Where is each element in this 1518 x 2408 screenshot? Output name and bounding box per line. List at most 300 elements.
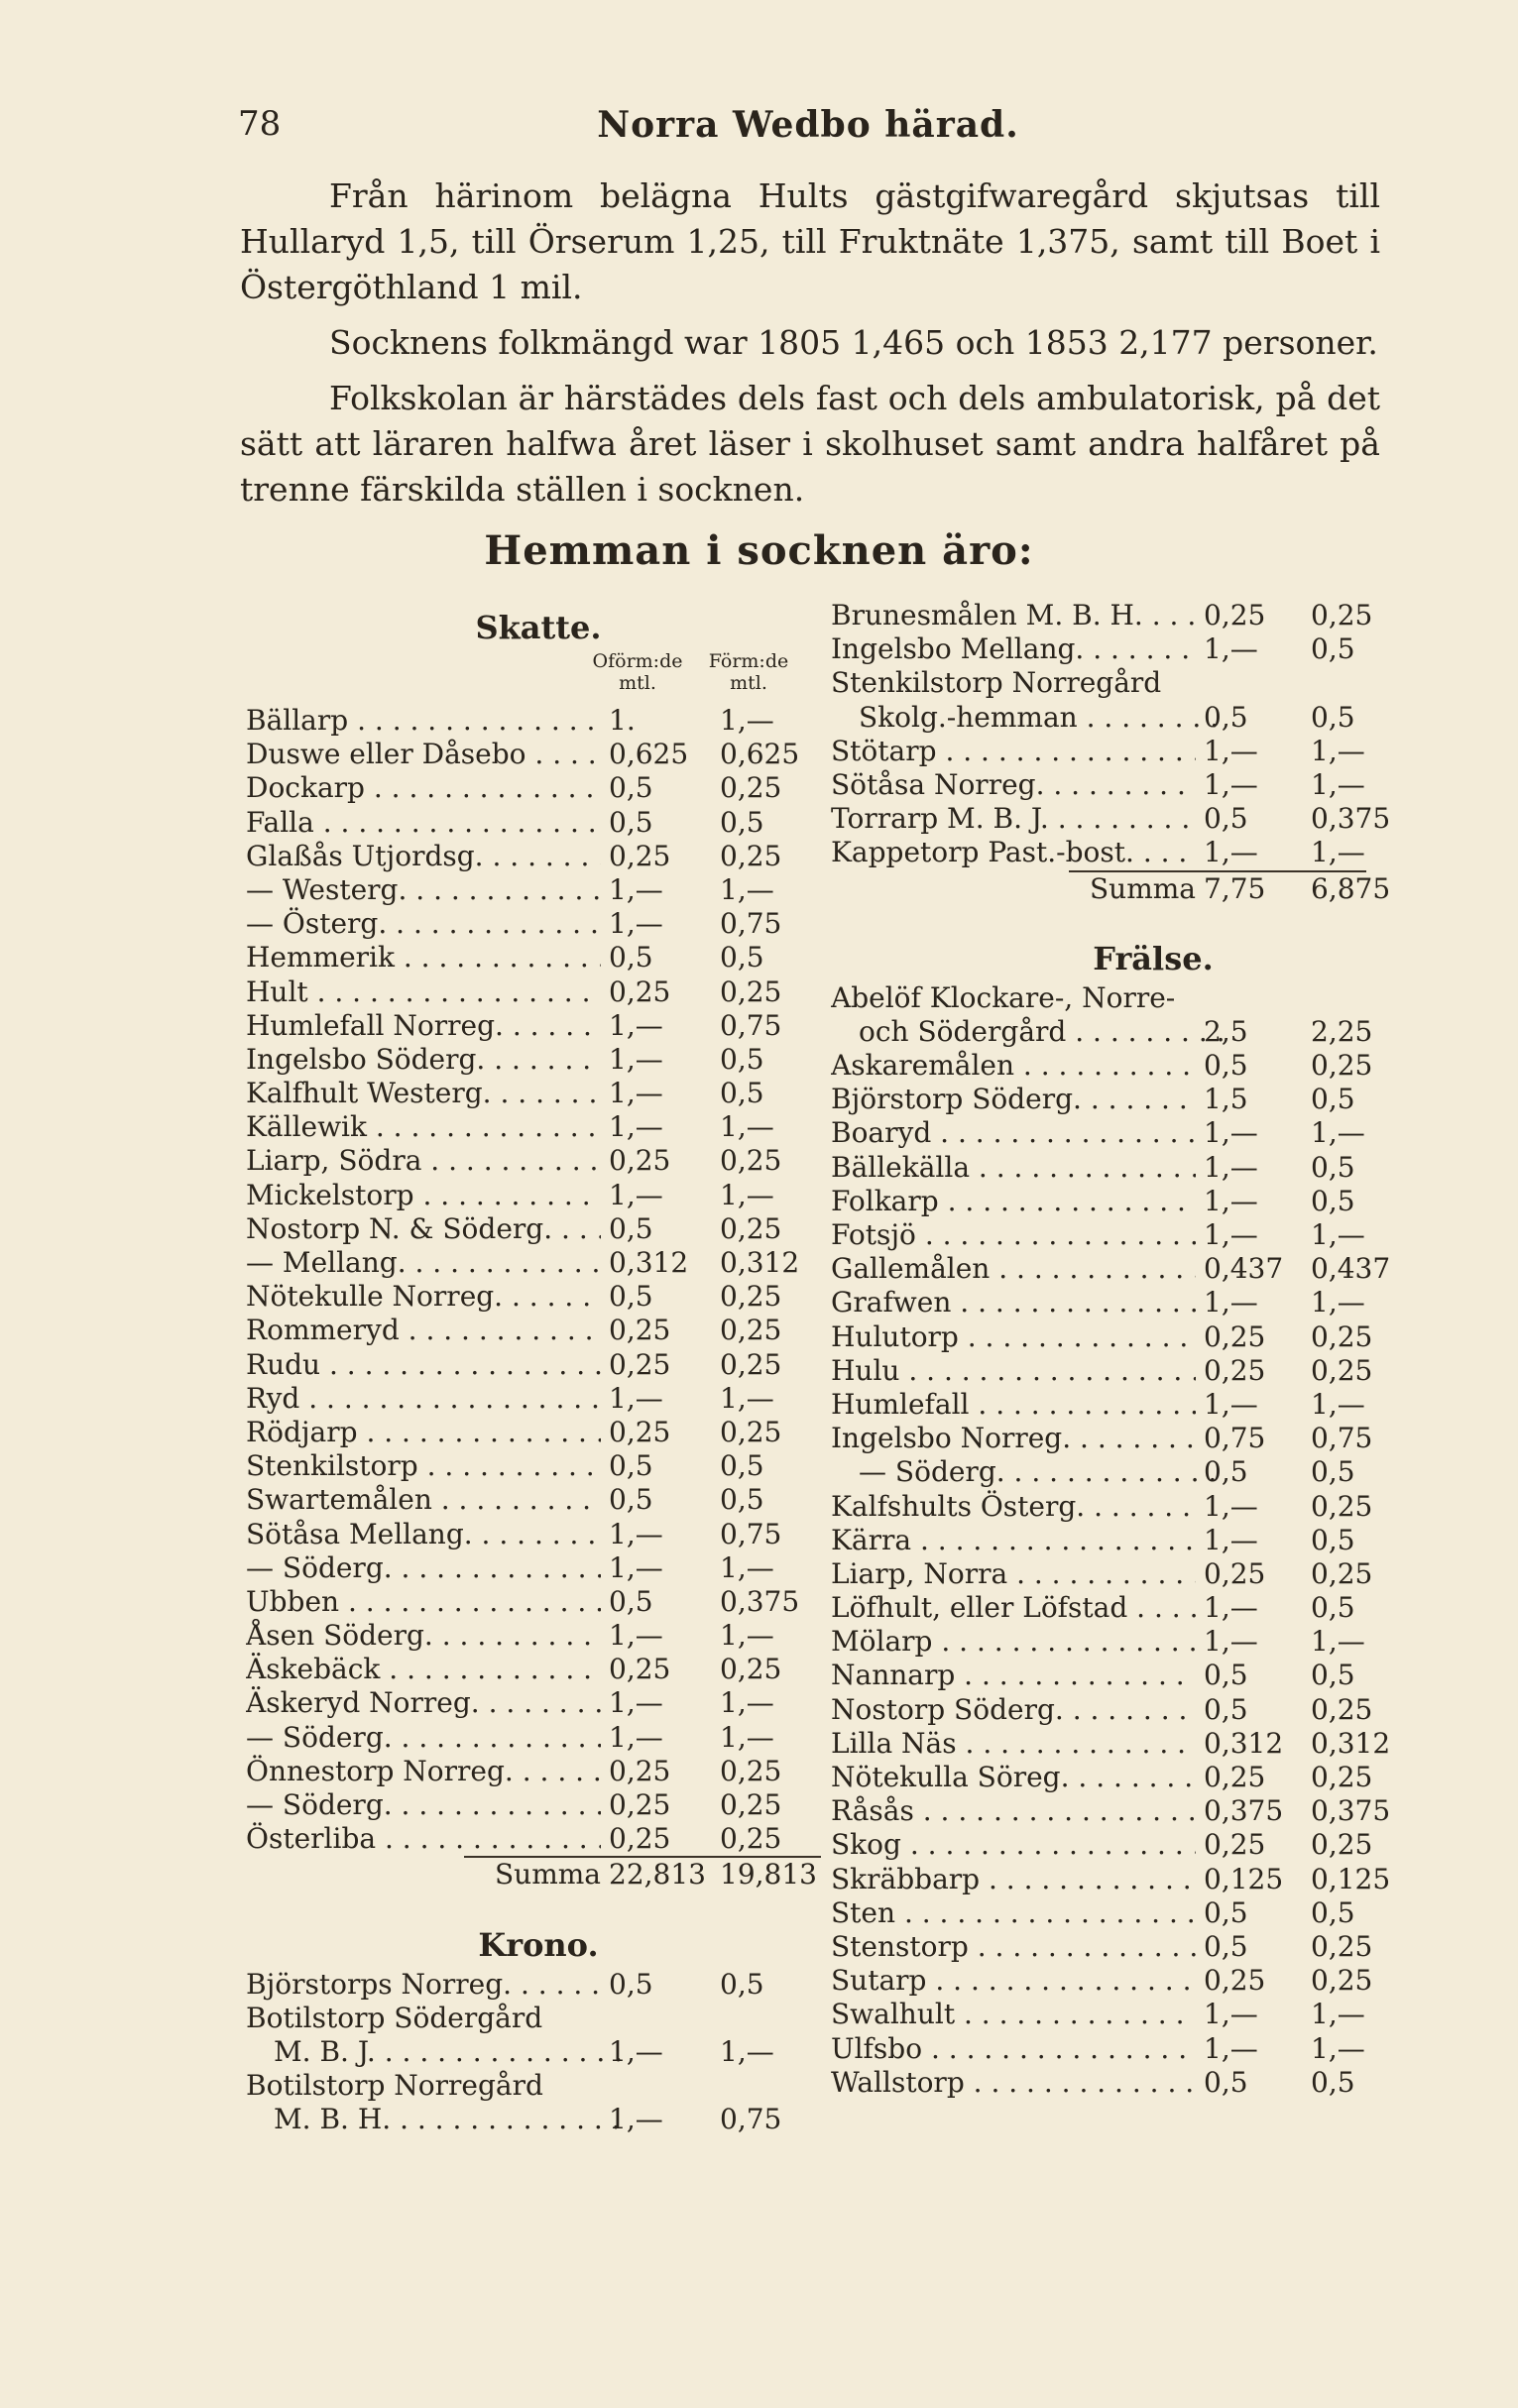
value-formde: 1,—: [720, 704, 774, 737]
table-row: [831, 1490, 1475, 1524]
value-formde: 0,125: [1311, 1862, 1391, 1895]
holding-name: Sötåsa Norreg. . . .: [831, 768, 1196, 802]
holding-name: Kalfshults Österg. . . .: [831, 1490, 1196, 1524]
holding-name: — Söderg. . . .: [246, 1788, 601, 1822]
value-formde: 1,—: [1311, 1218, 1365, 1251]
value-formde: 0,5: [720, 805, 764, 839]
value-formde: 0,625: [720, 738, 800, 771]
value-formde: 0,5: [720, 941, 764, 975]
table-row: [831, 1828, 1475, 1862]
left-column: [246, 605, 831, 2137]
table-row: [246, 1043, 831, 1077]
value-oformde: 0,25: [609, 1754, 671, 1787]
intro-paragraph: Folkskolan är härstädes dels fast och dels ambulatorisk, på det sätt att läraren halfwa året läser i skolhuset samt andra halfåret på trenne färskilda ställen i socknen.: [240, 379, 1380, 509]
holding-name: Björstorps Norreg. . . .: [246, 1968, 601, 2002]
value-oformde: 0,25: [609, 975, 671, 1008]
holding-name: Skog . . .: [831, 1828, 1196, 1862]
table-row: [246, 941, 831, 975]
value-formde: 0,25: [720, 1754, 782, 1787]
table-row: [246, 1382, 831, 1416]
value-oformde: 1,—: [609, 1178, 663, 1211]
value-formde: 0,25: [1311, 599, 1373, 631]
holding-name: Swartemålen . . .: [246, 1483, 601, 1517]
table-row: [246, 1585, 831, 1619]
table-row: [246, 873, 831, 907]
value-oformde: 0,25: [609, 1822, 671, 1856]
table-row: [831, 735, 1475, 768]
value-oformde: 0,5: [1204, 1049, 1248, 1083]
value-oformde: 0,5: [609, 771, 653, 805]
holding-name: Stenstorp . . .: [831, 1930, 1196, 1964]
value-oformde: 0,25: [609, 1144, 671, 1178]
value-formde: 1,—: [720, 1619, 774, 1653]
table-row: [246, 1968, 831, 2002]
skatte-table: [246, 704, 831, 1856]
holding-name: Stenkilstorp Norregård: [831, 666, 1162, 700]
holding-name: Glaßås Utjordsg. . . .: [246, 840, 601, 873]
value-oformde: 0,5: [609, 1967, 653, 2001]
value-oformde: 0,5: [1204, 1659, 1248, 1692]
value-oformde: 2,5: [1204, 1014, 1248, 1048]
summa-formde: 19,813: [720, 1858, 817, 1892]
value-oformde: 1,—: [609, 1686, 663, 1720]
value-oformde: 1,—: [609, 872, 663, 906]
value-oformde: 0,5: [1204, 1692, 1248, 1726]
value-oformde: 1,—: [609, 2103, 663, 2136]
holding-name: Nötekulle Norreg. . . .: [246, 1280, 601, 1314]
table-row: [246, 1788, 831, 1822]
holding-name: Kalfhult Westerg. . . .: [246, 1077, 601, 1110]
table-row: [831, 1388, 1475, 1422]
table-row: [831, 1049, 1475, 1083]
value-formde: 1,—: [1311, 1998, 1365, 2031]
column-headers: [246, 650, 831, 704]
value-formde: 0,75: [720, 1517, 782, 1550]
table-row: [246, 907, 831, 941]
value-formde: 1,—: [720, 1686, 774, 1720]
table-row: [831, 1151, 1475, 1185]
value-formde: 0,25: [1311, 1353, 1373, 1387]
value-formde: 0,5: [720, 1042, 764, 1076]
holding-name: Ingelsbo Mellang. . . .: [831, 632, 1196, 666]
holding-name: Torrarp M. B. J. . . .: [831, 802, 1196, 836]
value-formde: 1,—: [1311, 2031, 1365, 2065]
table-row: [831, 1286, 1475, 1319]
value-oformde: 0,25: [1204, 599, 1266, 631]
holding-name: Lilla Näs . . .: [831, 1727, 1196, 1761]
holding-name: Äskebäck . . .: [246, 1653, 601, 1686]
value-oformde: 1,—: [609, 1008, 663, 1042]
value-oformde: 1.: [609, 704, 636, 737]
table-row: [831, 802, 1475, 836]
table-row: [246, 1755, 831, 1788]
value-formde: 0,25: [720, 1653, 782, 1686]
value-oformde: 1,—: [1204, 1591, 1258, 1625]
table-row: [831, 1083, 1475, 1116]
value-formde: 2,25: [1311, 1014, 1373, 1048]
holding-name: Grafwen . . .: [831, 1286, 1196, 1319]
value-formde: 0,25: [720, 1280, 782, 1314]
page-header: [238, 104, 1378, 164]
holding-name: Önnestorp Norreg. . . .: [246, 1755, 601, 1788]
holding-name: Ubben . . .: [246, 1585, 601, 1619]
value-formde: 0,75: [1311, 1422, 1373, 1455]
value-oformde: 0,25: [609, 1314, 671, 1347]
value-formde: 1,—: [720, 1720, 774, 1754]
holding-name: Ryd . . .: [246, 1382, 601, 1416]
table-row: [246, 2035, 831, 2069]
value-formde: 0,5: [1311, 700, 1355, 734]
holding-name: Gallemålen . . .: [831, 1252, 1196, 1286]
table-row: [246, 1280, 831, 1314]
table-row: [831, 1455, 1475, 1489]
value-formde: 0,25: [720, 1144, 782, 1178]
holding-name: Nostorp Söderg. . . .: [831, 1693, 1196, 1727]
holding-name: Bällarp . . .: [246, 704, 601, 738]
value-formde: 0,25: [1311, 1692, 1373, 1726]
table-row: [246, 738, 831, 771]
holding-name: och Södergård . . .: [831, 1015, 1224, 1049]
value-oformde: 0,125: [1204, 1862, 1284, 1895]
table-row: [831, 1659, 1475, 1692]
table-row: [246, 1653, 831, 1686]
table-row: [246, 1144, 831, 1178]
value-formde: 0,312: [720, 1246, 800, 1279]
continued-table: [831, 599, 1475, 870]
value-oformde: 1,—: [1204, 1218, 1258, 1251]
holding-name: Hult . . .: [246, 975, 601, 1009]
table-row: [246, 1110, 831, 1144]
value-formde: 0,25: [1311, 1761, 1373, 1793]
table-row: [246, 975, 831, 1009]
value-formde: 1,—: [1311, 767, 1365, 801]
table-row: [831, 1591, 1475, 1625]
value-oformde: 1,—: [609, 1110, 663, 1144]
value-oformde: 0,25: [609, 1347, 671, 1381]
value-formde: 0,25: [1311, 1929, 1373, 1963]
holding-name: Nostorp N. & Söderg. . . .: [246, 1212, 601, 1246]
value-oformde: 1,—: [1204, 1523, 1258, 1556]
holding-name: — Mellang. . . .: [246, 1246, 601, 1280]
holding-name: Liarp, Södra . . .: [246, 1144, 601, 1178]
table-row: [831, 1625, 1475, 1659]
value-formde: 0,5: [1311, 1895, 1355, 1929]
value-oformde: 1,—: [609, 1550, 663, 1584]
value-formde: 0,25: [720, 1788, 782, 1821]
value-oformde: 0,5: [609, 1584, 653, 1618]
holding-name: Hemmerik . . .: [246, 941, 601, 975]
table-row: [246, 1179, 831, 1212]
holding-name: Stenkilstorp . . .: [246, 1449, 601, 1483]
value-formde: 1,—: [1311, 836, 1365, 869]
value-oformde: 0,25: [609, 1653, 671, 1686]
table-row: [831, 2066, 1475, 2100]
holding-name: Rudu . . .: [246, 1348, 601, 1382]
value-oformde: 0,25: [1204, 1556, 1266, 1590]
value-oformde: 1,—: [609, 1381, 663, 1415]
value-formde: 1,—: [720, 872, 774, 906]
holding-name: Humlefall Norreg. . . .: [246, 1009, 601, 1043]
table-row: [246, 2103, 831, 2136]
column-header-oformde: Oförm:de mtl.: [592, 650, 683, 694]
column-header-formde: Förm:de mtl.: [708, 650, 789, 694]
value-formde: 0,5: [1311, 1083, 1355, 1116]
value-formde: 0,5: [1311, 1591, 1355, 1625]
value-formde: 0,25: [720, 1822, 782, 1856]
value-formde: 0,5: [1311, 1455, 1355, 1489]
table-row: [831, 1185, 1475, 1218]
table-row: [831, 1252, 1475, 1286]
value-formde: 0,75: [720, 2103, 782, 2136]
holding-name: Sutarp . . .: [831, 1964, 1196, 1998]
table-row: [831, 1896, 1475, 1930]
value-formde: 0,25: [1311, 1828, 1373, 1862]
holding-name: Mölarp . . .: [831, 1625, 1196, 1659]
value-formde: 0,5: [720, 1967, 764, 2001]
holding-name: Stötarp . . .: [831, 735, 1196, 768]
table-row: [246, 771, 831, 805]
summa-formde: 6,875: [1311, 871, 1391, 905]
holding-name: Österliba . . .: [246, 1822, 601, 1856]
table-row: [246, 1212, 831, 1246]
table-row: [831, 1727, 1475, 1761]
value-formde: 0,75: [720, 907, 782, 941]
krono-title: Krono.: [478, 1925, 599, 1964]
table-row: [831, 836, 1475, 869]
value-oformde: 0,5: [1204, 1455, 1248, 1489]
holding-name: Botilstorp Södergård: [246, 2001, 543, 2034]
summa-oformde: 7,75: [1204, 871, 1266, 905]
skatte-summa-row: [246, 1858, 831, 1892]
table-row: [246, 2069, 831, 2103]
value-formde: 0,25: [720, 1314, 782, 1347]
value-oformde: 1,—: [609, 907, 663, 941]
summa-label: Summa: [494, 1858, 601, 1892]
value-formde: 0,375: [1311, 1794, 1391, 1828]
table-row: [831, 1422, 1475, 1455]
holding-name: — Söderg. . . .: [831, 1455, 1224, 1489]
holding-name: Boaryd . . .: [831, 1116, 1196, 1150]
holding-name: — Österg. . . .: [246, 907, 601, 941]
value-oformde: 0,625: [609, 738, 689, 771]
table-row: [831, 1320, 1475, 1354]
value-oformde: 0,25: [609, 1415, 671, 1448]
holding-name: Hulu . . .: [831, 1354, 1196, 1388]
value-formde: 1,—: [720, 1550, 774, 1584]
value-oformde: 1,—: [1204, 1184, 1258, 1217]
value-oformde: 0,5: [1204, 1929, 1248, 1963]
holding-name: Rödjarp . . .: [246, 1416, 601, 1449]
value-oformde: 0,25: [1204, 1319, 1266, 1353]
value-oformde: 0,25: [1204, 1761, 1266, 1793]
value-formde: 0,5: [1311, 1659, 1355, 1692]
value-oformde: 0,25: [1204, 1964, 1266, 1998]
table-row: [831, 1218, 1475, 1252]
value-formde: 1,—: [1311, 1387, 1365, 1421]
fralse-title: Frälse.: [1093, 939, 1214, 977]
skatte-title: Skatte.: [475, 609, 602, 646]
holding-name: Äskeryd Norreg. . . .: [246, 1686, 601, 1720]
value-formde: 0,25: [720, 839, 782, 872]
holding-name: — Westerg. . . .: [246, 873, 601, 907]
value-oformde: 0,437: [1204, 1252, 1284, 1286]
table-row: [831, 666, 1475, 700]
holding-name: Brunesmålen M. B. H. . . .: [831, 599, 1196, 632]
value-oformde: 0,5: [609, 1280, 653, 1314]
holding-name: Swalhult . . .: [831, 1998, 1196, 2031]
value-oformde: 1,—: [1204, 836, 1258, 869]
holding-name: Botilstorp Norregård: [246, 2069, 543, 2103]
table-row: [831, 632, 1475, 666]
value-formde: 0,5: [1311, 1184, 1355, 1217]
value-oformde: 1,—: [609, 1042, 663, 1076]
table-row: [246, 1551, 831, 1585]
table-row: [246, 1619, 831, 1653]
section-title: Hemman i socknen äro:: [484, 527, 1034, 574]
value-oformde: 1,—: [1204, 632, 1258, 666]
holding-name: Björstorp Söderg. . . .: [831, 1083, 1196, 1116]
table-row: [246, 1348, 831, 1382]
value-oformde: 1,—: [609, 1619, 663, 1653]
summa-oformde: 22,813: [609, 1858, 706, 1892]
value-formde: 1,—: [720, 1381, 774, 1415]
holding-name: M. B. H. . . .: [246, 2103, 629, 2136]
krono-table: [246, 1968, 831, 2137]
value-oformde: 0,375: [1204, 1794, 1284, 1828]
value-oformde: 1,—: [609, 1517, 663, 1550]
value-oformde: 0,5: [1204, 2065, 1248, 2099]
table-row: [246, 1518, 831, 1551]
table-row: [246, 1077, 831, 1110]
value-formde: 0,25: [720, 1415, 782, 1448]
holding-name: Rommeryd . . .: [246, 1314, 601, 1347]
holding-name: Dockarp . . .: [246, 771, 601, 805]
table-row: [246, 1314, 831, 1347]
value-oformde: 1,—: [609, 1720, 663, 1754]
value-oformde: 1,—: [1204, 2031, 1258, 2065]
table-row: [831, 1794, 1475, 1828]
value-oformde: 1,5: [1204, 1083, 1248, 1116]
fralse-table: [831, 981, 1475, 2100]
value-oformde: 0,5: [609, 1211, 653, 1245]
value-oformde: 1,—: [609, 1077, 663, 1110]
right-column: [831, 599, 1475, 2100]
holding-name: Råsås . . .: [831, 1794, 1196, 1828]
value-formde: 0,25: [1311, 1489, 1373, 1523]
holding-name: Nötekulla Söreg. . . .: [831, 1761, 1196, 1794]
table-row: [831, 1116, 1475, 1150]
holding-name: Folkarp . . .: [831, 1185, 1196, 1218]
value-oformde: 0,25: [609, 1788, 671, 1821]
value-formde: 0,75: [720, 1008, 782, 1042]
table-row: [831, 1693, 1475, 1727]
value-formde: 1,—: [1311, 1116, 1365, 1150]
value-formde: 1,—: [720, 1178, 774, 1211]
value-formde: 0,25: [1311, 1319, 1373, 1353]
value-oformde: 0,25: [1204, 1828, 1266, 1862]
table-row: [831, 2032, 1475, 2066]
value-oformde: 0,5: [609, 1449, 653, 1483]
holding-name: Humlefall . . .: [831, 1388, 1196, 1422]
table-row: [831, 981, 1475, 1015]
value-formde: 0,25: [1311, 1049, 1373, 1083]
value-oformde: 0,5: [609, 941, 653, 975]
value-oformde: 1,—: [1204, 1286, 1258, 1319]
intro-paragraph: Socknens folkmängd war 1805 1,465 och 1853 2,177 personer.: [329, 323, 1378, 362]
value-oformde: 0,5: [1204, 802, 1248, 836]
value-formde: 1,—: [1311, 1625, 1365, 1659]
table-row: [246, 704, 831, 738]
table-row: [831, 701, 1475, 735]
value-formde: 1,—: [720, 1110, 774, 1144]
table-row: [246, 1483, 831, 1517]
holding-name: Liarp, Norra . . .: [831, 1557, 1196, 1591]
holding-name: Falla . . .: [246, 806, 601, 840]
value-formde: 1,—: [1311, 1286, 1365, 1319]
holding-name: — Söderg. . . .: [246, 1721, 601, 1755]
table-row: [831, 768, 1475, 802]
value-formde: 0,5: [1311, 632, 1355, 666]
table-row: [831, 1998, 1475, 2031]
table-row: [246, 1246, 831, 1280]
table-row: [831, 1524, 1475, 1557]
value-oformde: 0,25: [609, 839, 671, 872]
value-oformde: 1,—: [1204, 1489, 1258, 1523]
holding-name: Kärra . . .: [831, 1524, 1196, 1557]
holding-name: Ingelsbo Söderg. . . .: [246, 1043, 601, 1077]
table-row: [831, 1557, 1475, 1591]
holding-name: — Söderg. . . .: [246, 1551, 601, 1585]
holding-name: Kappetorp Past.-bost. . . .: [831, 836, 1196, 869]
value-formde: 0,312: [1311, 1726, 1391, 1760]
right-summa-row: [831, 872, 1475, 906]
table-row: [246, 1009, 831, 1043]
page-number: 78: [238, 104, 282, 144]
value-formde: 0,25: [720, 771, 782, 805]
table-row: [831, 1964, 1475, 1998]
holding-name: Skräbbarp . . .: [831, 1863, 1196, 1896]
value-oformde: 0,312: [1204, 1726, 1284, 1760]
table-row: [246, 806, 831, 840]
value-oformde: 1,—: [1204, 1998, 1258, 2031]
value-oformde: 0,5: [1204, 700, 1248, 734]
running-head: Norra Wedbo härad.: [597, 104, 1019, 146]
holding-name: Sötåsa Mellang. . . .: [246, 1518, 601, 1551]
value-formde: 0,375: [720, 1584, 800, 1618]
value-formde: 0,25: [1311, 1964, 1373, 1998]
value-formde: 0,5: [720, 1449, 764, 1483]
holding-name: Mickelstorp . . .: [246, 1179, 601, 1212]
value-oformde: 0,25: [1204, 1353, 1266, 1387]
value-oformde: 1,—: [1204, 1387, 1258, 1421]
intro-paragraph: Från härinom belägna Hults gästgifwaregård skjutsas till Hullaryd 1,5, till Örserum 1,25, till Fruktnäte 1,375, samt till Boet i Östergöthland 1 mil.: [240, 176, 1380, 306]
table-row: [246, 1721, 831, 1755]
table-row: [246, 1686, 831, 1720]
value-oformde: 1,—: [1204, 767, 1258, 801]
value-formde: 0,5: [1311, 1523, 1355, 1556]
value-formde: 0,25: [720, 1347, 782, 1381]
table-row: [246, 1416, 831, 1449]
table-row: [831, 1015, 1475, 1049]
holding-name: Hulutorp . . .: [831, 1320, 1196, 1354]
holding-name: Wallstorp . . .: [831, 2066, 1196, 2100]
holding-name: M. B. J. . . .: [246, 2035, 629, 2069]
table-row: [831, 599, 1475, 632]
intro-text: [240, 173, 1380, 513]
value-oformde: 0,5: [609, 1483, 653, 1517]
holding-name: Skolg.-hemman . . .: [831, 701, 1224, 735]
value-formde: 0,437: [1311, 1252, 1391, 1286]
